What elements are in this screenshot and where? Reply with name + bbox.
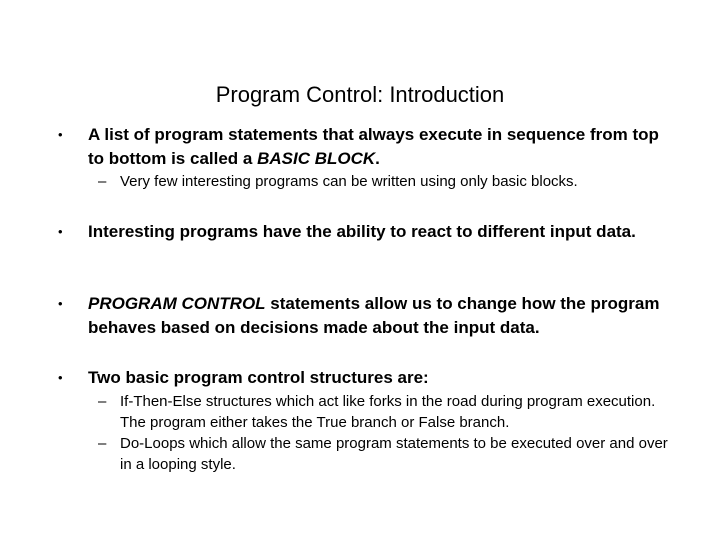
bullet-text	[88, 123, 678, 171]
bullet-icon: •	[58, 296, 63, 311]
slide-title: Program Control: Introduction	[215, 82, 505, 107]
bullet-icon: •	[58, 127, 63, 142]
bullet-text	[88, 292, 678, 340]
emphasis-text: BASIC BLOCK	[257, 149, 376, 168]
sub-bullet-text: If-Then-Else structures which act like forks in the road during program execution. The program either takes the True branch or False branch.	[120, 393, 656, 431]
bullet-text-part: statements allow us to change how the program behaves based on decisions made about the input data.	[88, 294, 660, 337]
bullet-text: Two basic program control structures are:	[88, 368, 429, 387]
dash-icon: –	[98, 393, 107, 410]
bullet-text-part: .	[375, 149, 380, 168]
bullet-icon: •	[58, 370, 63, 385]
bullet-icon: •	[58, 224, 63, 239]
bullet-text: Interesting programs have the ability to react to different input data.	[88, 222, 636, 241]
emphasis-text: PROGRAM CONTROL	[88, 294, 266, 313]
bullet-text-part: A list of program statements that always execute in sequence from top to bottom is called a	[88, 125, 659, 168]
sub-bullet-text: Very few interesting programs can be written using only basic blocks.	[120, 173, 578, 190]
sub-bullet-text: Do-Loops which allow the same program statements to be executed over and over in a looping style.	[120, 435, 668, 473]
dash-icon: –	[98, 435, 107, 452]
dash-icon: –	[98, 173, 107, 190]
